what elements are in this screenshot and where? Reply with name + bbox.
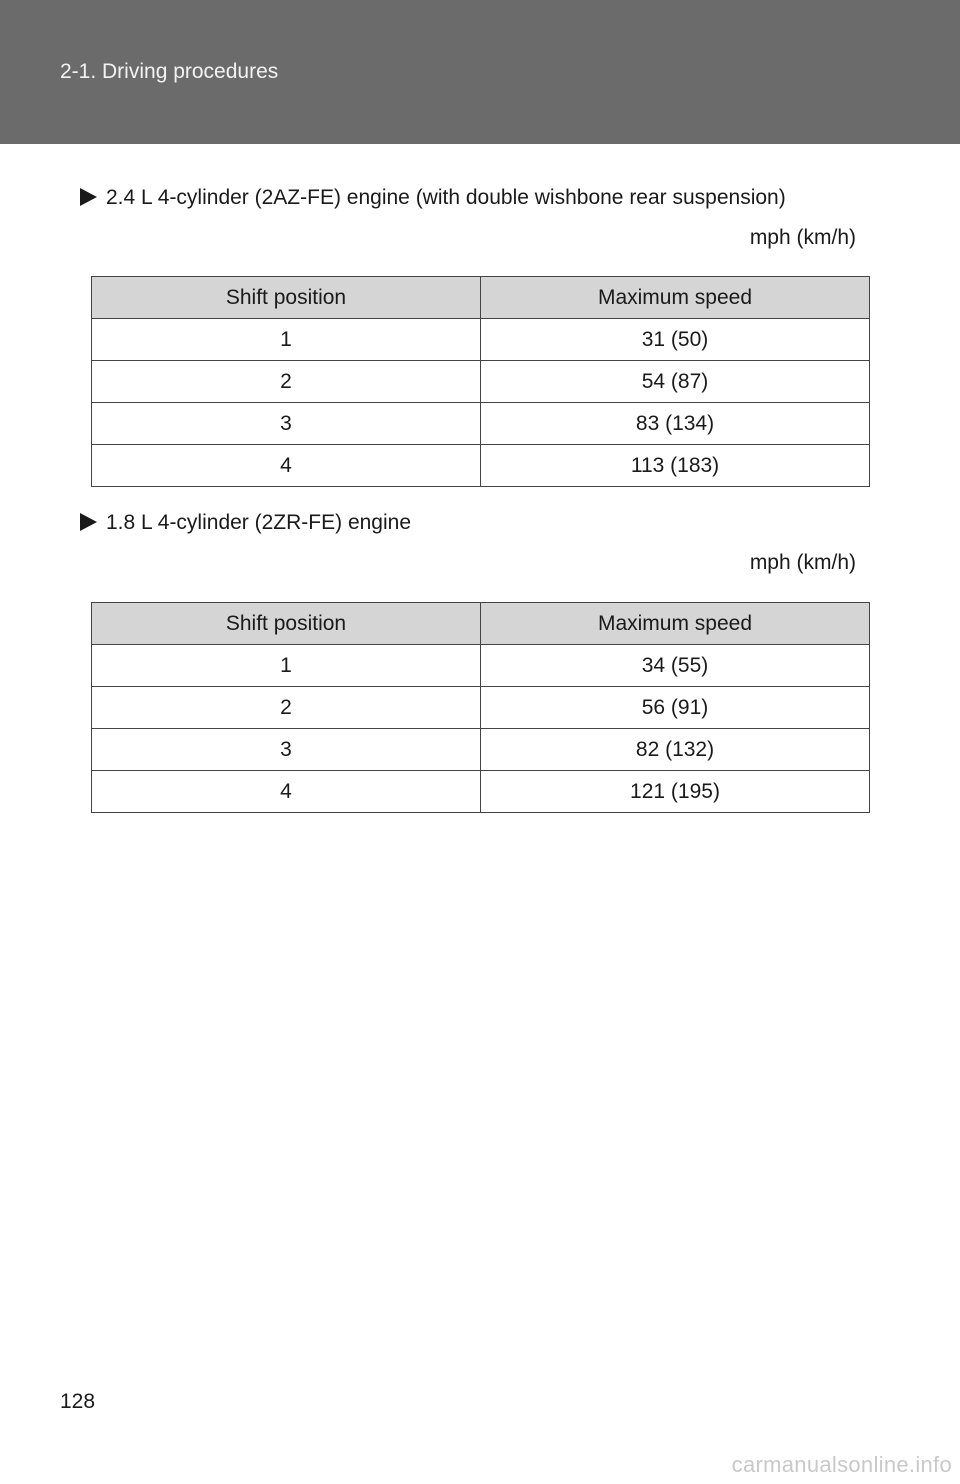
triangle-bullet-icon (80, 188, 97, 206)
engine-heading-2az (80, 185, 786, 211)
unit-label: mph (km/h) (749, 226, 856, 249)
speed-table-2zr (91, 602, 870, 813)
cell-maximum-speed: 113 (183) (481, 445, 870, 487)
table-row (92, 729, 870, 771)
column-header-shift-position: Shift position (92, 603, 481, 645)
column-header-shift-position: Shift position (92, 277, 481, 319)
table-row (92, 687, 870, 729)
column-header-maximum-speed: Maximum speed (481, 277, 870, 319)
cell-shift-position: 4 (92, 445, 481, 487)
table-row (92, 403, 870, 445)
page-number: 128 (60, 1390, 96, 1413)
column-header-maximum-speed: Maximum speed (481, 603, 870, 645)
heading-text: 1.8 L 4-cylinder (2ZR-FE) engine (106, 511, 412, 534)
cell-shift-position: 2 (92, 687, 481, 729)
engine-heading-2zr (80, 510, 411, 536)
cell-maximum-speed: 56 (91) (481, 687, 870, 729)
page-header (0, 0, 960, 144)
cell-shift-position: 4 (92, 771, 481, 813)
table-row (92, 361, 870, 403)
cell-shift-position: 3 (92, 729, 481, 771)
triangle-bullet-icon (80, 513, 97, 531)
cell-shift-position: 1 (92, 645, 481, 687)
cell-shift-position: 3 (92, 403, 481, 445)
cell-maximum-speed: 34 (55) (481, 645, 870, 687)
table-row (92, 771, 870, 813)
cell-maximum-speed: 82 (132) (481, 729, 870, 771)
cell-maximum-speed: 54 (87) (481, 361, 870, 403)
table-row (92, 319, 870, 361)
speed-table-2az (91, 276, 870, 487)
cell-maximum-speed: 83 (134) (481, 403, 870, 445)
cell-maximum-speed: 31 (50) (481, 319, 870, 361)
table-row (92, 645, 870, 687)
watermark: carmanualsonline.info (731, 1452, 952, 1477)
cell-shift-position: 2 (92, 361, 481, 403)
unit-label: mph (km/h) (749, 551, 856, 574)
table-row (92, 445, 870, 487)
cell-shift-position: 1 (92, 319, 481, 361)
cell-maximum-speed: 121 (195) (481, 771, 870, 813)
heading-text: 2.4 L 4-cylinder (2AZ-FE) engine (with double wishbone rear suspension) (106, 186, 786, 209)
table-header-row (92, 277, 870, 319)
section-title: 2-1. Driving procedures (60, 60, 279, 83)
table-header-row (92, 603, 870, 645)
